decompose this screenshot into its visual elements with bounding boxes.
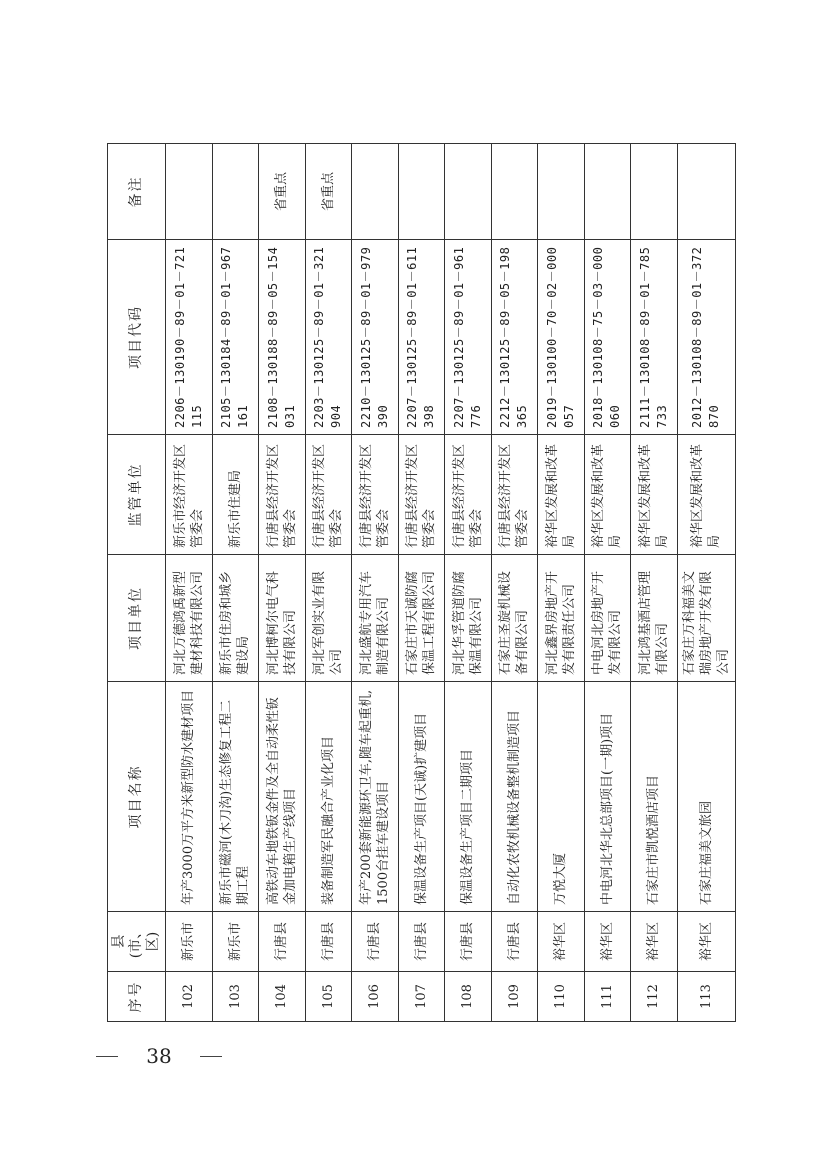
cell-county: 行唐县	[445, 912, 492, 972]
cell-note	[445, 144, 492, 240]
cell-unit: 石家庄万科福美文瑞房地产开发有限公司	[677, 555, 735, 682]
cell-unit: 河北鸿基酒店管理有限公司	[631, 555, 678, 682]
table-row	[491, 144, 538, 1022]
header-supervisor: 监管单位	[108, 435, 166, 555]
cell-supervisor: 行唐县经济开发区管委会	[491, 435, 538, 555]
table-row	[584, 144, 631, 1022]
cell-supervisor: 行唐县经济开发区管委会	[259, 435, 306, 555]
cell-note	[538, 144, 585, 240]
cell-note	[584, 144, 631, 240]
cell-name: 石家庄福美文旅园	[677, 682, 735, 912]
table-row	[259, 144, 306, 1022]
cell-note	[166, 144, 213, 240]
cell-name: 万悦大厦	[538, 682, 585, 912]
cell-code: 2203－130125－89－01－321904	[305, 240, 352, 435]
cell-name: 装备制造军民融合产业化项目	[305, 682, 352, 912]
header-county: 县 (市、区)	[108, 912, 166, 972]
cell-county: 行唐县	[305, 912, 352, 972]
footer-dash-left	[96, 1056, 118, 1057]
cell-supervisor: 裕华区发展和改革局	[677, 435, 735, 555]
table-row	[166, 144, 213, 1022]
cell-code: 2105－130184－89－01－967161	[212, 240, 259, 435]
cell-county: 新乐市	[212, 912, 259, 972]
cell-supervisor: 行唐县经济开发区管委会	[398, 435, 445, 555]
cell-index: 104	[259, 972, 306, 1022]
cell-name: 年产3000万平方米新型防水建材项目	[166, 682, 213, 912]
header-unit: 项目单位	[108, 555, 166, 682]
cell-name: 年产200套新能源环卫车,随车起重机,1500台挂车建设项目	[352, 682, 399, 912]
cell-name: 中电河北华北总部项目(一期)项目	[584, 682, 631, 912]
cell-county: 裕华区	[584, 912, 631, 972]
cell-code: 2012－130108－89－01－372870	[677, 240, 735, 435]
cell-county: 裕华区	[677, 912, 735, 972]
header-index: 序号	[108, 972, 166, 1022]
cell-index: 102	[166, 972, 213, 1022]
cell-county: 新乐市	[166, 912, 213, 972]
cell-unit: 河北盛航专用汽车制造有限公司	[352, 555, 399, 682]
cell-unit: 河北军创实业有限公司	[305, 555, 352, 682]
cell-index: 103	[212, 972, 259, 1022]
cell-note	[631, 144, 678, 240]
cell-county: 行唐县	[259, 912, 306, 972]
cell-index: 112	[631, 972, 678, 1022]
cell-unit: 河北博柯尔电气科技有限公司	[259, 555, 306, 682]
cell-code: 2206－130190－89－01－721115	[166, 240, 213, 435]
cell-supervisor: 行唐县经济开发区管委会	[352, 435, 399, 555]
cell-unit: 石家庄市天诚防腐保温工程有限公司	[398, 555, 445, 682]
cell-code: 2210－130125－89－01－979390	[352, 240, 399, 435]
page-number: 38	[146, 1044, 172, 1068]
cell-unit: 河北华孚管道防腐保温有限公司	[445, 555, 492, 682]
cell-index: 109	[491, 972, 538, 1022]
cell-name: 石家庄市凯悦酒店项目	[631, 682, 678, 912]
header-code: 项目代码	[108, 240, 166, 435]
cell-note: 省重点	[259, 144, 306, 240]
cell-county: 行唐县	[398, 912, 445, 972]
cell-supervisor: 裕华区发展和改革局	[584, 435, 631, 555]
table-row	[352, 144, 399, 1022]
cell-name: 新乐市磁河(木刀沟)生态修复工程二期工程	[212, 682, 259, 912]
cell-unit: 河北万德鸿禹新型建材科技有限公司	[166, 555, 213, 682]
cell-name: 保温设备生产项目二期项目	[445, 682, 492, 912]
cell-unit: 河北鑫界房地产开发有限责任公司	[538, 555, 585, 682]
cell-index: 106	[352, 972, 399, 1022]
cell-county: 行唐县	[352, 912, 399, 972]
cell-index: 111	[584, 972, 631, 1022]
table-row	[398, 144, 445, 1022]
cell-note	[491, 144, 538, 240]
cell-code: 2207－130125－89－01－611398	[398, 240, 445, 435]
table-row	[631, 144, 678, 1022]
cell-code: 2207－130125－89－01－961776	[445, 240, 492, 435]
cell-index: 105	[305, 972, 352, 1022]
cell-name: 保温设备生产项目(天诚)扩建项目	[398, 682, 445, 912]
header-name: 项目名称	[108, 682, 166, 912]
cell-supervisor: 裕华区发展和改革局	[631, 435, 678, 555]
project-table-rotated	[107, 144, 731, 1022]
cell-name: 自动化农牧机械设备整机制造项目	[491, 682, 538, 912]
cell-supervisor: 新乐市经济开发区管委会	[166, 435, 213, 555]
cell-unit: 中电河北房地产开发有限公司	[584, 555, 631, 682]
cell-note	[212, 144, 259, 240]
cell-county: 裕华区	[631, 912, 678, 972]
cell-supervisor: 行唐县经济开发区管委会	[305, 435, 352, 555]
cell-index: 113	[677, 972, 735, 1022]
cell-index: 110	[538, 972, 585, 1022]
cell-unit: 新乐市住房和城乡建设局	[212, 555, 259, 682]
cell-code: 2019－130100－70－02－000057	[538, 240, 585, 435]
cell-unit: 石家庄圣旋机械设备有限公司	[491, 555, 538, 682]
cell-supervisor: 新乐市住建局	[212, 435, 259, 555]
table-row	[445, 144, 492, 1022]
cell-supervisor: 裕华区发展和改革局	[538, 435, 585, 555]
cell-index: 107	[398, 972, 445, 1022]
table-header-row	[108, 144, 166, 1022]
cell-index: 108	[445, 972, 492, 1022]
cell-code: 2108－130188－89－05－154031	[259, 240, 306, 435]
cell-note	[352, 144, 399, 240]
table-row	[538, 144, 585, 1022]
cell-note	[398, 144, 445, 240]
cell-code: 2212－130125－89－05－198365	[491, 240, 538, 435]
cell-note: 省重点	[305, 144, 352, 240]
table-row	[305, 144, 352, 1022]
cell-note	[677, 144, 735, 240]
cell-name: 高铁动车地铁钣金件及全自动柔性钣金加电箱生产线项目	[259, 682, 306, 912]
project-table	[107, 143, 736, 1022]
cell-county: 行唐县	[491, 912, 538, 972]
cell-code: 2111－130108－89－01－785733	[631, 240, 678, 435]
cell-code: 2018－130108－75－03－000060	[584, 240, 631, 435]
table-row	[212, 144, 259, 1022]
table-row	[677, 144, 735, 1022]
header-note: 备注	[108, 144, 166, 240]
cell-county: 裕华区	[538, 912, 585, 972]
page-footer	[96, 1044, 222, 1068]
footer-dash-right	[200, 1056, 222, 1057]
cell-supervisor: 行唐县经济开发区管委会	[445, 435, 492, 555]
